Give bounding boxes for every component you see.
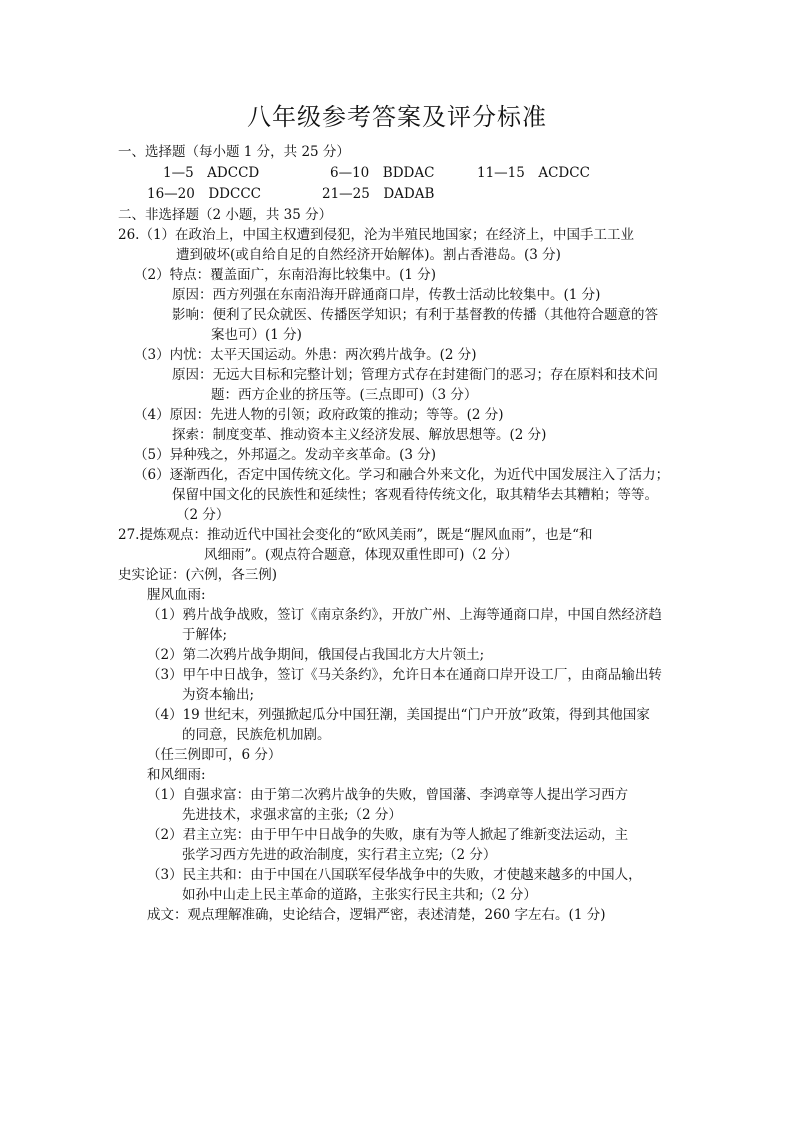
- q26-part4-reason: （4）原因：先进人物的引领；政府政策的推动；等等。(2 分): [134, 407, 504, 423]
- answer-group-1-5: 1—5 ADCCD: [163, 165, 260, 181]
- q27-gentle-item2-line2: 张学习西方先进的政治制度，实行君主立宪;（2 分）: [182, 847, 497, 863]
- q26-part3-troubles: （3）内忧：太平天国运动。外患：两次鸦片战争。(2 分): [134, 347, 477, 363]
- q27-bloody-item4-line1: （4）19 世纪末，列强掀起瓜分中国狂潮，美国提出“门户开放”政策，得到其他国家: [147, 707, 650, 723]
- q26-part2-impact-line1: 影响：便利了民众就医、传播医学知识；有利于基督教的传播（其他符合题意的答: [172, 307, 658, 323]
- answer-group-6-10: 6—10 BDDAC: [330, 165, 435, 181]
- answer-group-21-25: 21—25 DADAB: [322, 186, 435, 202]
- q27-essay-criteria: 成文：观点理解准确，史论结合，逻辑严密，表述清楚，260 字左右。(1 分): [147, 907, 606, 923]
- q26-part1-line2: 遭到破坏(或自给自足的自然经济开始解体)。割占香港岛。(3 分): [176, 247, 561, 263]
- q27-bloody-item1-line1: （1）鸦片战争战败，签订《南京条约》，开放广州、上海等通商口岸，中国自然经济趋: [147, 607, 662, 623]
- q27-gentle-item2-line1: （2）君主立宪：由于甲午中日战争的失败，康有为等人掀起了维新变法运动，主: [147, 827, 629, 843]
- q26-part2-reason: 原因：西方列强在东南沿海开辟通商口岸，传教士活动比较集中。(1 分): [172, 287, 601, 303]
- answer-group-16-20: 16—20 DDCCC: [147, 186, 261, 202]
- q27-bloody-item2: （2）第二次鸦片战争期间，俄国侵占我国北方大片领土;: [147, 647, 485, 663]
- section-heading-choice: 一、选择题（每小题 1 分，共 25 分）: [118, 144, 350, 160]
- q27-gentle-item3-line2: 如孙中山走上民主革命的道路，主张实行民主共和;（2 分）: [182, 887, 537, 903]
- q27-bloody-item3-line2: 为资本输出;: [182, 687, 255, 703]
- q26-part1-line1: 26.（1）在政治上，中国主权遭到侵犯，沦为半殖民地国家；在经济上，中国手工工业: [118, 227, 635, 243]
- page-title: 八年级参考答案及评分标准: [247, 103, 547, 131]
- q26-part3-reason-line1: 原因：无远大目标和完整计划；管理方式存在封建衙门的恶习；存在原料和技术问: [172, 367, 658, 383]
- q26-part5: （5）异种残之，外邦逼之。发动辛亥革命。(3 分): [134, 447, 437, 463]
- q27-viewpoint-line2: 风细雨”。(观点符合题意，体现双重性即可)（2 分）: [204, 547, 518, 563]
- q26-part4-exploration: 探索：制度变革、推动资本主义经济发展、解放思想等。(2 分): [172, 427, 547, 443]
- q26-part6-score: （2 分）: [176, 507, 230, 523]
- q27-bloody-heading: 腥风血雨:: [147, 587, 206, 603]
- q27-bloody-scoring-note: （任三例即可，6 分）: [147, 747, 282, 763]
- q26-part2-feature: （2）特点：覆盖面广，东南沿海比较集中。(1 分): [134, 267, 437, 283]
- q27-gentle-item1-line1: （1）自强求富：由于第二次鸦片战争的失败，曾国藩、李鸿章等人提出学习西方: [147, 787, 629, 803]
- q27-viewpoint-line1: 27.提炼观点：推动近代中国社会变化的“欧风美雨”，既是“腥风血雨”，也是“和: [118, 527, 593, 543]
- q27-gentle-heading: 和风细雨:: [147, 767, 206, 783]
- q27-gentle-item1-line2: 先进技术，求强求富的主张;（2 分）: [182, 807, 402, 823]
- q27-bloody-item3-line1: （3）甲午中日战争，签订《马关条约》，允许日本在通商口岸开设工厂，由商品输出转: [147, 667, 662, 683]
- answer-group-11-15: 11—15 ACDCC: [477, 165, 590, 181]
- q26-part3-reason-line2: 题：西方企业的挤压等。(三点即可)（3 分）: [211, 387, 478, 403]
- q26-part6-line1: （6）逐渐西化，否定中国传统文化。学习和融合外来文化，为近代中国发展注入了活力；: [134, 467, 670, 483]
- q27-bloody-item4-line2: 的同意，民族危机加剧。: [182, 727, 331, 743]
- q26-part2-impact-line2: 案也可）(1 分): [211, 327, 302, 343]
- q27-gentle-item3-line1: （3）民主共和：由于中国在八国联军侵华战争中的失败，才使越来越多的中国人，: [147, 867, 642, 883]
- q27-bloody-item1-line2: 于解体;: [182, 627, 228, 643]
- q26-part6-line2: 保留中国文化的民族性和延续性；客观看待传统文化，取其精华去其糟粕；等等。: [172, 487, 658, 503]
- q27-evidence-heading: 史实论证：(六例，各三例): [118, 567, 278, 583]
- section-heading-nonchoice: 二、非选择题（2 小题，共 35 分）: [118, 207, 333, 223]
